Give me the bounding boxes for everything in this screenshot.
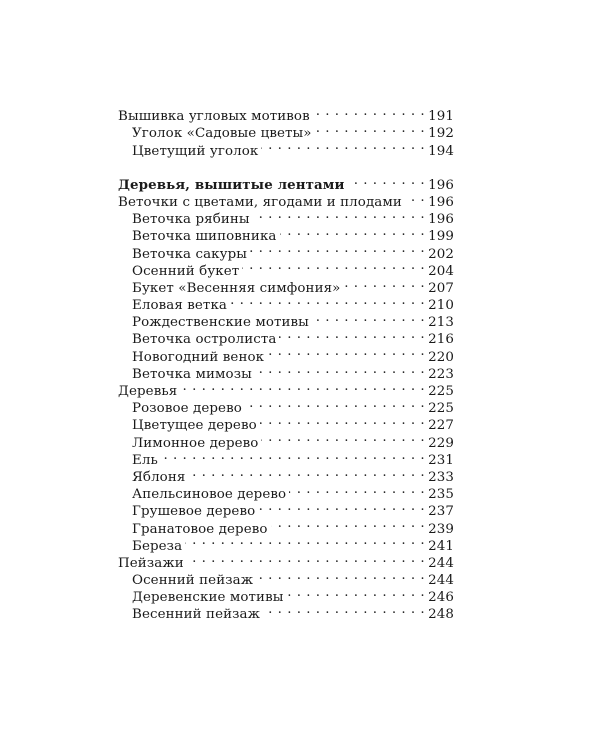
- dot-leader: [280, 223, 426, 240]
- dot-leader: [180, 378, 425, 395]
- dot-leader: [187, 550, 425, 567]
- toc-entry-page: 191: [428, 109, 454, 125]
- toc-entry-page: 216: [428, 332, 454, 348]
- toc-entry: [118, 103, 454, 125]
- toc-entry-page: 239: [428, 521, 454, 537]
- dot-leader: [256, 567, 425, 584]
- toc-entry-title: Цветущее дерево: [132, 418, 257, 434]
- dot-leader: [279, 326, 425, 343]
- dot-leader: [245, 395, 425, 412]
- toc-entry-page: 210: [428, 298, 454, 314]
- toc-entry-title: Апельсиновое дерево: [132, 487, 287, 503]
- toc-entry-title: Грушевое дерево: [132, 504, 256, 520]
- dot-leader: [261, 429, 425, 446]
- dot-leader: [267, 343, 425, 360]
- toc-entry-page: 196: [428, 194, 454, 210]
- toc-entry-page: 227: [428, 418, 454, 434]
- toc-entry-title: Веточка шиповника: [132, 229, 277, 245]
- toc-entry: [118, 464, 454, 485]
- toc-entry-title: Лимонное дерево: [132, 435, 259, 451]
- toc-entry-page: 229: [428, 435, 454, 451]
- dot-leader: [161, 447, 425, 464]
- toc-entry: [118, 447, 454, 468]
- toc-entry-title: Еловая ветка: [132, 298, 227, 314]
- dot-leader: [185, 533, 425, 550]
- toc-entry-title: Осенний букет: [132, 263, 240, 279]
- dot-leader: [286, 584, 425, 601]
- toc-entry-title: Весенний пейзаж: [132, 607, 261, 623]
- toc-entry-title: Веточки с цветами, ягодами и плодами: [118, 194, 402, 210]
- dot-leader: [260, 412, 425, 429]
- toc-entry-page: 241: [428, 538, 454, 554]
- toc-entry-title: Веточка сакуры: [132, 246, 248, 262]
- dot-leader: [261, 137, 425, 154]
- toc-entry-page: 220: [428, 349, 454, 365]
- dot-leader: [271, 515, 426, 532]
- toc-entry-page: 244: [428, 555, 454, 571]
- toc-entry-title: Веточка остролиста: [132, 332, 277, 348]
- toc-entry-page: 231: [428, 452, 454, 468]
- dot-leader: [313, 103, 425, 120]
- toc-entry-page: 223: [428, 366, 454, 382]
- section-heading-title: Деревья, вышитые лентами: [118, 176, 345, 193]
- toc-entry-title: Веточка мимозы: [132, 366, 252, 382]
- dot-leader: [230, 292, 425, 309]
- table-of-contents: [118, 103, 454, 623]
- toc-entry-title: Новогодний венок: [132, 349, 265, 365]
- dot-leader: [250, 240, 425, 257]
- toc-entry-page: 207: [428, 280, 454, 296]
- toc-entry-page: 237: [428, 504, 454, 520]
- dot-leader: [188, 464, 425, 481]
- dot-leader: [315, 120, 426, 137]
- toc-entry-title: Веточка рябины: [132, 212, 250, 228]
- toc-entry-title: Розовое дерево: [132, 401, 242, 417]
- toc-entry-page: 225: [428, 384, 454, 399]
- toc-entry-page: 202: [428, 246, 454, 262]
- toc-entry-page: 194: [428, 143, 454, 159]
- dot-leader: [348, 172, 426, 189]
- toc-entry-page: 244: [428, 573, 454, 589]
- toc-entry-page: 199: [428, 229, 454, 245]
- toc-entry-title: Гранатовое дерево: [132, 521, 268, 537]
- toc-entry-page: 235: [428, 487, 454, 503]
- toc-entry-title: Букет «Весенняя симфония»: [132, 280, 341, 296]
- toc-entry-title: Пейзажи: [118, 555, 184, 571]
- toc-entry-title: Ель: [132, 452, 158, 468]
- toc-entry-page: 196: [428, 212, 454, 228]
- toc-entry-page: 248: [428, 607, 454, 623]
- dot-leader: [255, 361, 425, 378]
- dot-leader: [253, 206, 425, 223]
- toc-entry-title: Деревенские мотивы: [132, 590, 284, 606]
- toc-entry-page: 233: [428, 469, 454, 485]
- toc-entry-title: Яблоня: [132, 469, 186, 485]
- dot-leader: [258, 498, 425, 515]
- dot-leader: [312, 309, 425, 326]
- dot-leader: [343, 275, 425, 292]
- toc-entry-title: Деревья: [118, 384, 178, 399]
- toc-entry-page: 204: [428, 263, 454, 279]
- toc-entry-title: Береза: [132, 538, 183, 554]
- toc-entry-title: Осенний пейзаж: [132, 573, 254, 589]
- toc-entry-page: 192: [428, 126, 454, 142]
- dot-leader: [263, 601, 425, 618]
- dot-leader: [405, 189, 425, 206]
- toc-entry-title: Рождественские мотивы: [132, 315, 309, 331]
- toc-entry-page: 213: [428, 315, 454, 331]
- toc-entry-page: 246: [428, 590, 454, 606]
- toc-entry-title: Вышивка угловых мотивов: [118, 109, 310, 125]
- toc-entry-title: Уголок «Садовые цветы»: [132, 126, 312, 142]
- dot-leader: [289, 481, 425, 498]
- dot-leader: [242, 258, 425, 275]
- toc-section-heading: [118, 172, 454, 193]
- toc-entry-page: 225: [428, 401, 454, 417]
- section-heading-page: 196: [428, 177, 454, 193]
- toc-entry-title: Цветущий уголок: [132, 143, 259, 159]
